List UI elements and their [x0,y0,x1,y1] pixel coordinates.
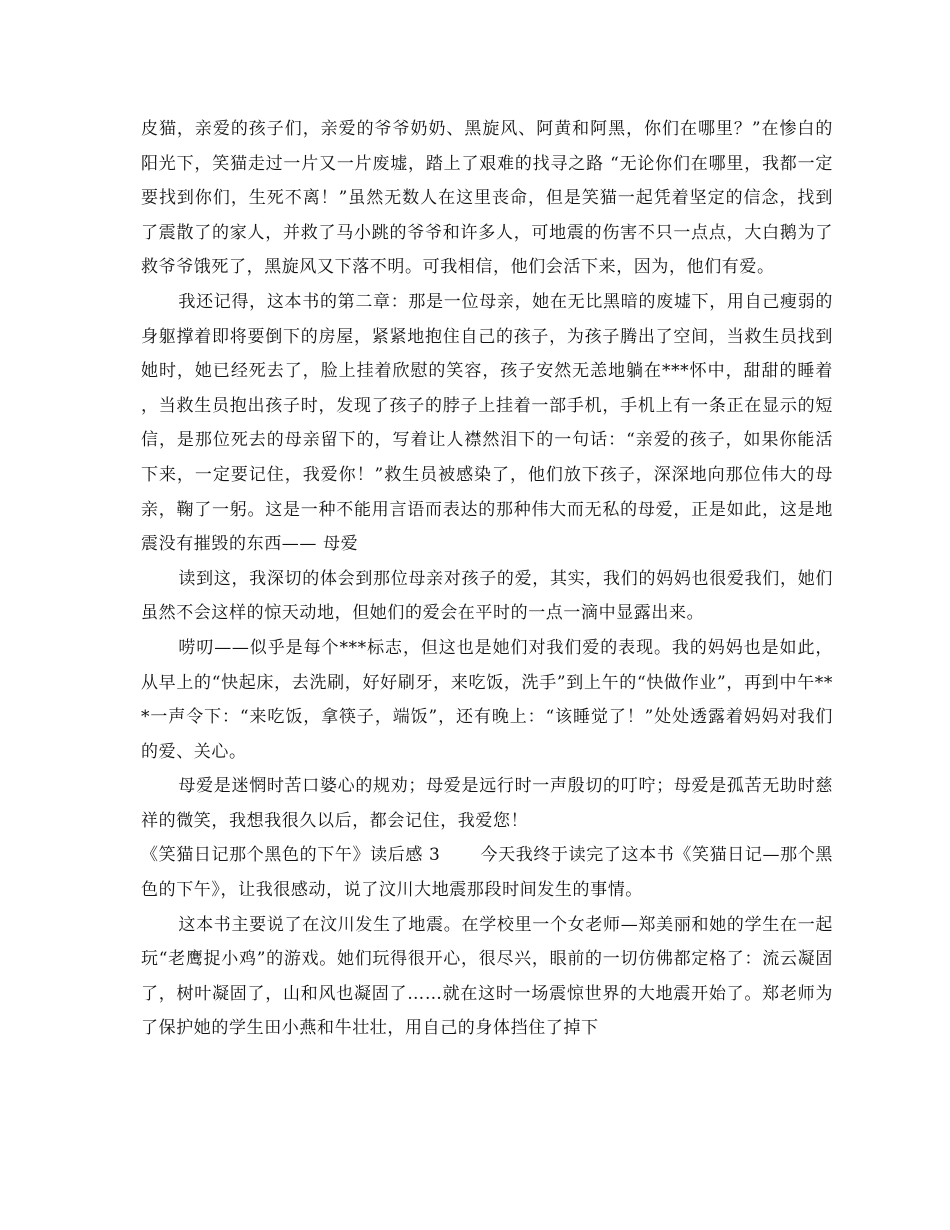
section-paragraph-1: 这本书主要说了在汶川发生了地震。在学校里一个女老师—郑美丽和她的学生在一起玩“老鹰捉小鸡”的游戏。她们玩得很开心，很尽兴，眼前的一切仿佛都定格了：流云凝固了，树叶凝固了，山和风也凝固了……就在这时一场震惊世界的大地震开始了。郑老师为了保护她的学生田小燕和牛壮壮，用自己的身体挡住了掉下 [141,914,833,1039]
paragraph-5: 母爱是迷惘时苦口婆心的规劝；母爱是远行时一声殷切的叮咛；母爱是孤苦无助时慈祥的微笑，我想我很久以后，都会记住，我爱您！ [141,776,833,831]
paragraph-3: 读到这，我深切的体会到那位母亲对孩子的爱，其实，我们的妈妈也很爱我们，她们虽然不会这样的惊天动地，但她们的爱会在平时的一点一滴中显露出来。 [141,568,833,624]
section-intro: 今天我终于读完了这本书《笑猫日记—那个黑色的下午》，让我很感动，说了汶川大地震那段时间发生的事情。 [141,845,833,901]
section-heading-line [141,838,833,907]
paragraph-2: 我还记得，这本书的第二章：那是一位母亲，她在无比黑暗的废墟下，用自己瘦弱的身躯撑着即将要倒下的房屋，紧紧地抱住自己的孩子，为孩子腾出了空间，当救生员找到她时，她已经死去了，脸上挂着欣慰的笑容，孩子安然无恙地躺在***怀中，甜甜的睡着，当救生员抱出孩子时，发现了孩子的脖子上挂着一部手机，手机上有一条正在显示的短信，是那位死去的母亲留下的，写着让人襟然泪下的一句话：“亲爱的孩子，如果你能活下来，一定要记住，我爱你！”救生员被感染了，他们放下孩子，深深地向那位伟大的母亲，鞠了一躬。这是一种不能用言语而表达的那种伟大而无私的母爱，正是如此，这是地震没有摧毁的东西—— 母爱 [141,291,833,555]
document-body [141,112,833,1046]
section-heading: 《笑猫日记那个黑色的下午》读后感 3 [141,845,441,866]
paragraph-1: 皮猫，亲爱的孩子们，亲爱的爷爷奶奶、黑旋风、阿黄和阿黑，你们在哪里？”在惨白的阳光下，笑猫走过一片又一片废墟，踏上了艰难的找寻之路 “无论你们在哪里，我都一定要找到你们，生死不离！”虽然无数人在这里丧命，但是笑猫一起凭着坚定的信念，找到了震散了的家人，并救了马小跳的爷爷和许多人，可地震的伤害不只一点点，大白鹅为了救爷爷饿死了，黑旋风又下落不明。可我相信，他们会活下来，因为，他们有爱。 [141,119,833,278]
paragraph-4: 唠叨——似乎是每个***标志，但这也是她们对我们爱的表现。我的妈妈也是如此，从早上的“快起床，去洗刷，好好刷牙，来吃饭，洗手”到上午的“快做作业”，再到中午***一声令下：“来吃饭，拿筷子，端饭”，还有晚上：“该睡觉了！”处处透露着妈妈对我们的爱、关心。 [141,637,833,762]
